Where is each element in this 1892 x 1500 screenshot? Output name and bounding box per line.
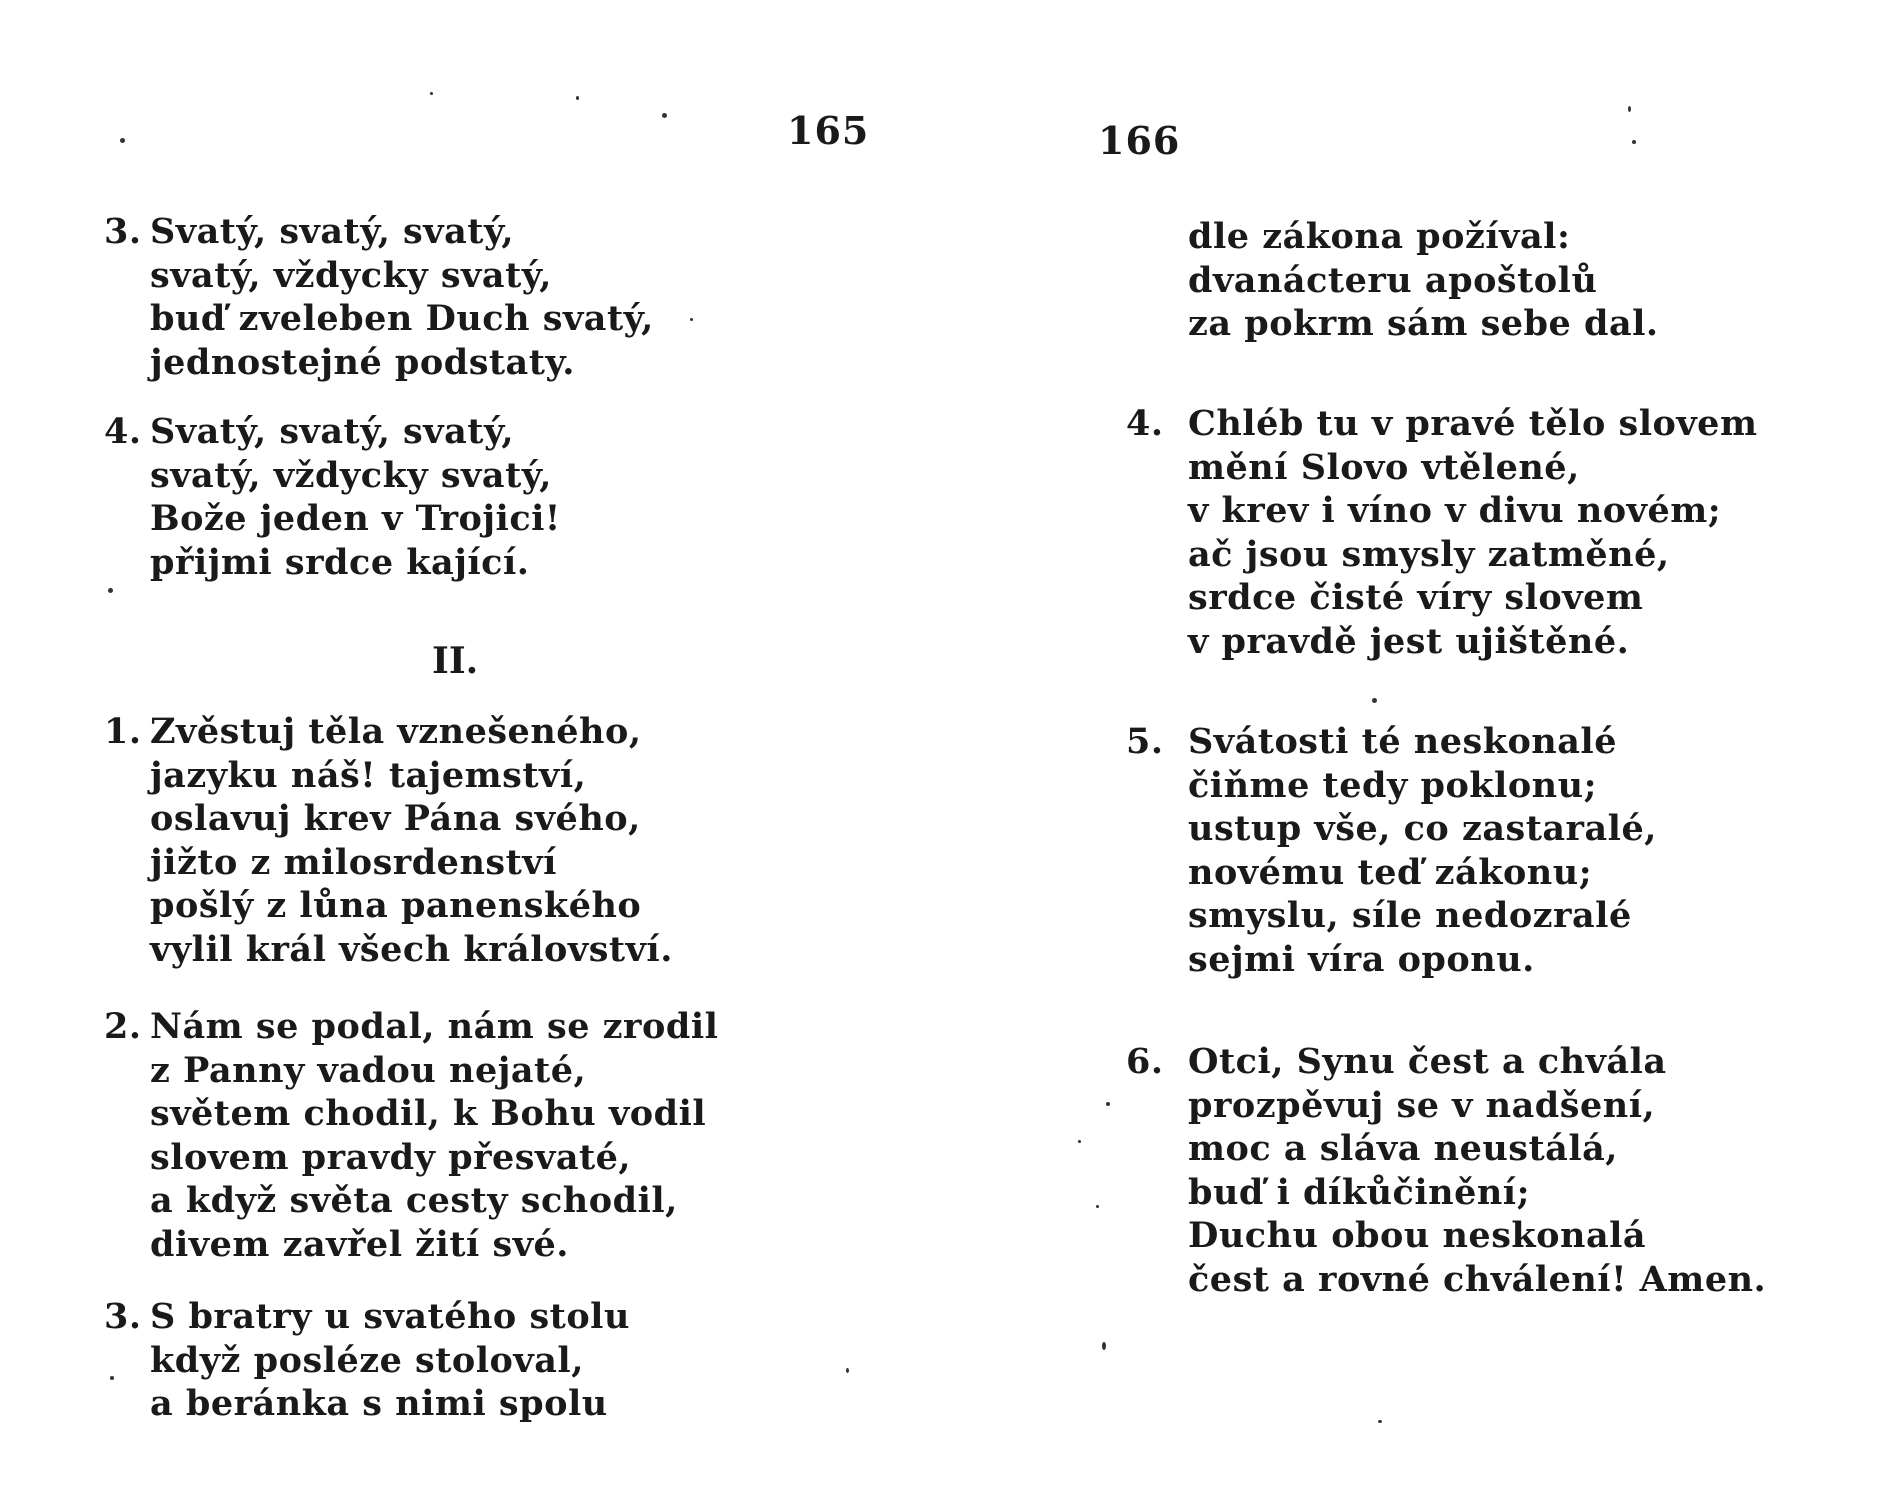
verse-line: prozpěvuj se v nadšení, (1188, 1084, 1656, 1126)
verse-line: slovem pravdy přesvaté, (150, 1136, 632, 1178)
stanza-number: 1. (104, 711, 142, 752)
verse-line: čest a rovné chválení! Amen. (1188, 1258, 1767, 1300)
stanza-number: 3. (104, 1296, 142, 1337)
verse-line: svatý, vždycky svatý, (150, 454, 552, 496)
verse-line: čiňme tedy poklonu; (1188, 764, 1597, 806)
print-speck (1632, 140, 1636, 144)
print-speck (1102, 1342, 1106, 1350)
verse-line: světem chodil, k Bohu vodil (150, 1093, 707, 1134)
stanza-number: 5. (1126, 721, 1164, 762)
verse-line: novému teď zákonu; (1188, 851, 1593, 893)
page-number-left: 165 (787, 108, 870, 153)
print-speck (120, 138, 125, 143)
verse-line: a beránka s nimi spolu (150, 1383, 608, 1424)
verse-line: svatý, vždycky svatý, (150, 254, 552, 296)
print-speck (430, 92, 433, 95)
stanza-number: 6. (1126, 1041, 1164, 1082)
print-speck (662, 113, 667, 118)
verse-line: Svátosti té neskonalé (1188, 721, 1617, 762)
verse-line: buď zveleben Duch svatý, (150, 298, 654, 339)
verse-line: Chléb tu v pravé tělo slovem (1188, 403, 1758, 444)
verse-line: v pravdě jest ujištěné. (1188, 620, 1630, 662)
verse-line: vylil král všech království. (150, 928, 673, 970)
verse-line: smyslu, síle nedozralé (1188, 895, 1632, 936)
verse-line: za pokrm sám sebe dal. (1188, 303, 1659, 344)
verse-line: sejmi víra oponu. (1188, 938, 1535, 980)
stanza-number: 4. (1126, 403, 1164, 444)
verse-line: Bože jeden v Trojici! (150, 498, 561, 539)
print-speck (576, 96, 579, 100)
section-heading: II. (432, 640, 479, 682)
print-speck (110, 1376, 114, 1380)
print-speck (1106, 1102, 1110, 1106)
verse-line: pošlý z lůna panenského (150, 885, 642, 926)
verse-line: Svatý, svatý, svatý, (150, 411, 515, 452)
verse-line: Svatý, svatý, svatý, (150, 211, 515, 252)
verse-line: dle zákona požíval: (1188, 216, 1571, 257)
print-speck (1096, 1205, 1099, 1208)
print-speck (690, 318, 693, 321)
verse-line: Duchu obou neskonalá (1188, 1215, 1647, 1256)
verse-line: jednostejné podstaty. (150, 341, 575, 383)
print-speck (846, 1368, 849, 1373)
right-page (946, 0, 1892, 1500)
verse-line: přijmi srdce kající. (150, 541, 530, 583)
verse-line: ač jsou smysly zatměné, (1188, 533, 1670, 575)
print-speck (1372, 698, 1377, 703)
verse-line: divem zavřel žití své. (150, 1223, 569, 1265)
print-speck (1078, 1140, 1081, 1143)
verse-line: buď i díkůčinění; (1188, 1171, 1531, 1213)
print-speck (108, 588, 113, 593)
verse-line: Nám se podal, nám se zrodil (150, 1006, 719, 1047)
verse-line: ustup vše, co zastaralé, (1188, 808, 1657, 849)
verse-line: dvanácteru apoštolů (1188, 259, 1598, 301)
verse-line: S bratry u svatého stolu (150, 1296, 630, 1337)
stanza-number: 2. (104, 1006, 142, 1047)
verse-line: když posléze stoloval, (150, 1339, 584, 1381)
verse-line: oslavuj krev Pána svého, (150, 798, 641, 839)
verse-line: jižto z milosrdenství (150, 841, 557, 883)
stanza-number: 3. (104, 211, 142, 252)
page-number-right: 166 (1098, 118, 1181, 163)
verse-line: Zvěstuj těla vznešeného, (150, 711, 642, 752)
verse-line: mění Slovo vtělené, (1188, 446, 1580, 488)
verse-line: z Panny vadou nejaté, (150, 1049, 587, 1091)
print-speck (1378, 1420, 1382, 1423)
verse-line: a když světa cesty schodil, (150, 1180, 678, 1221)
print-speck (1628, 106, 1631, 112)
verse-line: Otci, Synu čest a chvála (1188, 1041, 1667, 1082)
verse-line: moc a sláva neustálá, (1188, 1128, 1618, 1169)
verse-line: srdce čisté víry slovem (1188, 577, 1644, 618)
verse-line: jazyku náš! tajemství, (150, 754, 587, 796)
verse-line: v krev i víno v divu novém; (1188, 490, 1722, 531)
stanza-number: 4. (104, 411, 142, 452)
